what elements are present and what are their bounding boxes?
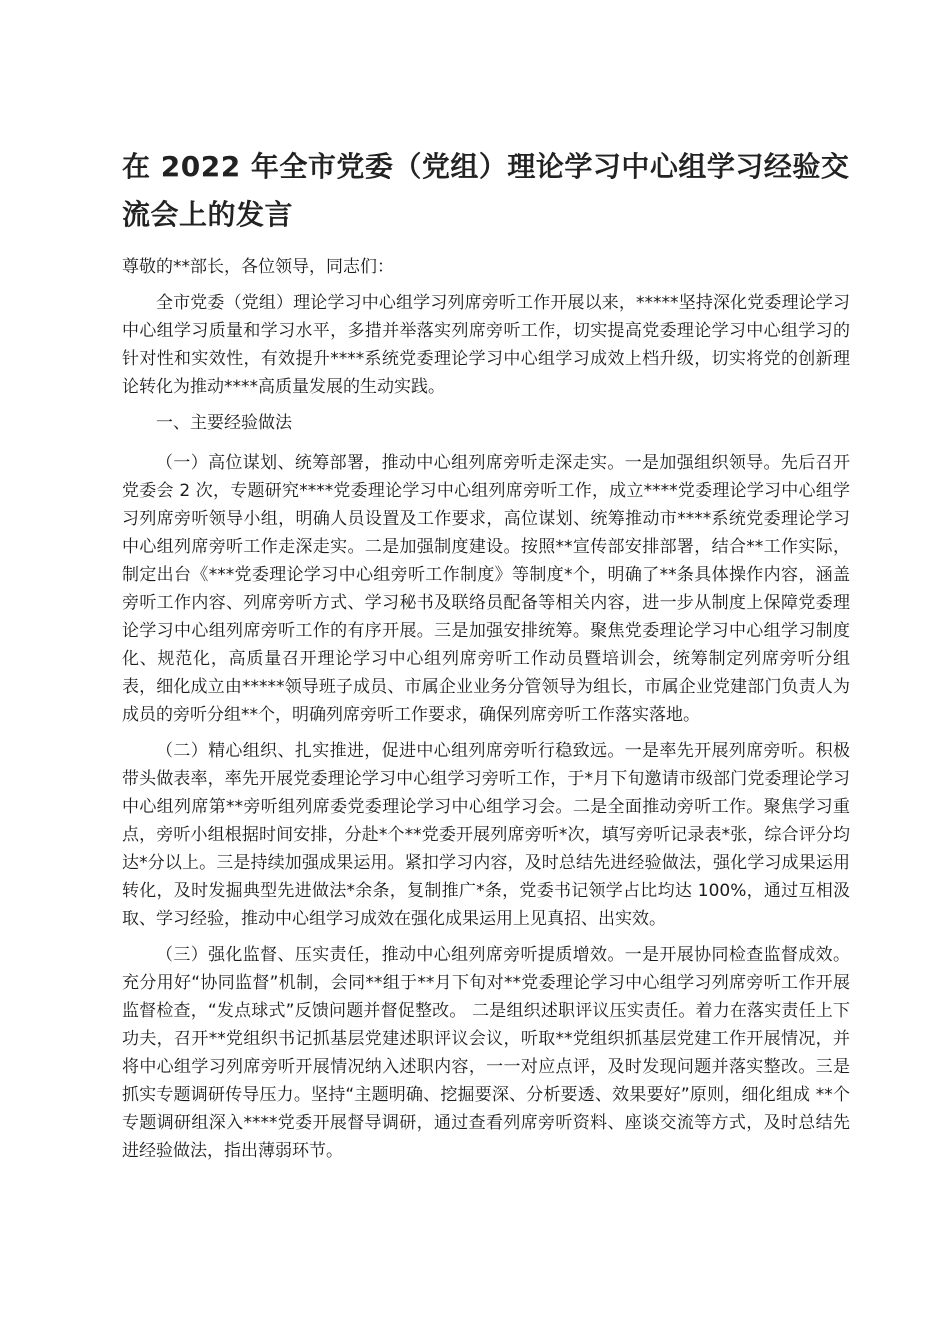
section-heading: 一、主要经验做法 [156,413,292,433]
document-title: 在 2022 年全市党委（党组）理论学习中心组学习经验交流会上的发言 [122,150,850,231]
salutation: 尊敬的**部长，各位领导，同志们： [122,257,394,277]
body-paragraph-1: （一）高位谋划、统筹部署，推动中心组列席旁听走深走实。一是加强组织领导。先后召开党委会 2 次，专题研究****党委理论学习中心组列席旁听工作，成立****党委理论学习中心组学习列席旁听领导小组，明确人员设置及工作要求，高位谋划、统筹推动市****系统党委理论学习中心组列席旁听工作走深走实。二是加强制度建设。按照**宣传部安排部署，结合**工作实际，制定出台《***党委理论学习中心组旁听工作制度》等制度*个，明确了**条具体操作内容，涵盖旁听工作内容、列席旁听方式、学习秘书及联络员配备等相关内容，进一步从制度上保障党委理论学习中心组列席旁听工作的有序开展。三是加强安排统筹。聚焦党委理论学习中心组学习制度化、规范化，高质量召开理论学习中心组列席旁听工作动员暨培训会，统筹制定列席旁听分组表，细化成立由*****领导班子成员、市属企业业务分管领导为组长，市属企业党建部门负责人为成员的旁听分组**个，明确列席旁听工作要求，确保列席旁听工作落实落地。 [122,453,850,725]
body-paragraph-3: （三）强化监督、压实责任，推动中心组列席旁听提质增效。一是开展协同检查监督成效。充分用好“协同监督”机制，会同**组于**月下旬对**党委理论学习中心组学习列席旁听工作开展监督检查，“发点球式”反馈问题并督促整改。 二是组织述职评议压实责任。着力在落实责任上下功夫，召开**党组织书记抓基层党建述职评议会议，听取**党组织抓基层党建工作开展情况，并将中心组学习列席旁听开展情况纳入述职内容，一一对应点评，及时发现问题并落实整改。三是抓实专题调研传导压力。坚持“主题明确、挖掘要深、分析要透、效果要好”原则，细化组成 **个专题调研组深入****党委开展督导调研，通过查看列席旁听资料、座谈交流等方式，及时总结先进经验做法，指出薄弱环节。 [122,945,850,1161]
body-paragraph-2: （二）精心组织、扎实推进，促进中心组列席旁听行稳致远。一是率先开展列席旁听。积极带头做表率，率先开展党委理论学习中心组学习旁听工作，于*月下旬邀请市级部门党委理论学习中心组列席第**旁听组列席委党委理论学习中心组学习会。二是全面推动旁听工作。聚焦学习重点，旁听小组根据时间安排，分赴*个**党委开展列席旁听*次，填写旁听记录表*张，综合评分均达*分以上。三是持续加强成果运用。紧扣学习内容，及时总结先进经验做法，强化学习成果运用转化，及时发掘典型先进做法*余条，复制推广*条，党委书记领学占比均达 100%，通过互相汲取、学习经验，推动中心组学习成效在强化成果运用上见真招、出实效。 [122,741,850,929]
intro-paragraph: 全市党委（党组）理论学习中心组学习列席旁听工作开展以来，*****坚持深化党委理论学习中心组学习质量和学习水平，多措并举落实列席旁听工作，切实提高党委理论学习中心组学习的针对性和实效性，有效提升****系统党委理论学习中心组学习成效上档升级，切实将党的创新理论转化为推动****高质量发展的生动实践。 [122,293,850,397]
